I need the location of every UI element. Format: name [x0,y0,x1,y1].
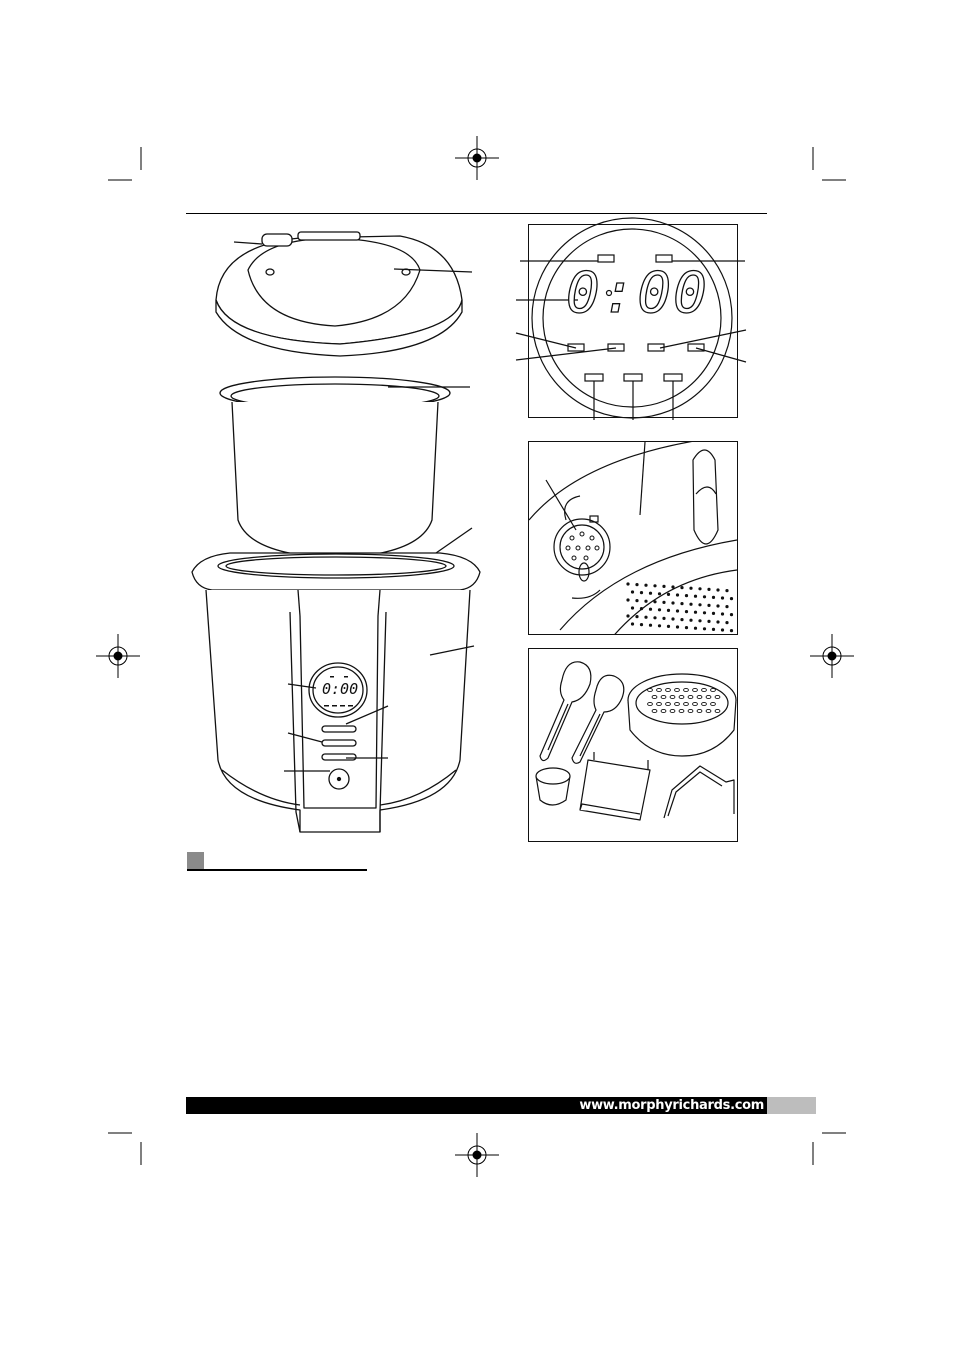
footer-accent [767,1097,816,1114]
control-panel-readout: 0:00 [566,261,709,326]
basket-hole [706,695,711,698]
basket-hole [657,702,662,705]
basket-hole [693,688,698,691]
basket-hole [648,688,653,691]
basket-hole [670,695,675,698]
basket-hole [706,709,711,712]
basket-hole [652,695,657,698]
basket-hole [702,688,707,691]
basket-hole [711,688,716,691]
basket-hole [666,702,671,705]
basket-hole [675,702,680,705]
basket-hole [693,702,698,705]
basket-hole [688,695,693,698]
basket-hole [652,709,657,712]
basket-hole [661,709,666,712]
basket-hole [702,702,707,705]
basket-hole [697,709,702,712]
basket-hole [684,702,689,705]
basket-hole [679,695,684,698]
section-marker [187,852,204,869]
basket-hole [648,702,653,705]
basket-hole [715,709,720,712]
basket-hole [679,709,684,712]
basket-hole [688,709,693,712]
footer-website: www.morphyrichards.com [579,1098,764,1113]
basket-hole [675,688,680,691]
basket-hole [684,688,689,691]
basket-hole [661,695,666,698]
basket-hole [666,688,671,691]
base-display-readout: 0:00 [322,680,359,698]
basket-hole [711,702,716,705]
section-heading-rule [187,869,367,871]
basket-hole [715,695,720,698]
basket-hole [670,709,675,712]
basket-hole [697,695,702,698]
basket-hole [657,688,662,691]
